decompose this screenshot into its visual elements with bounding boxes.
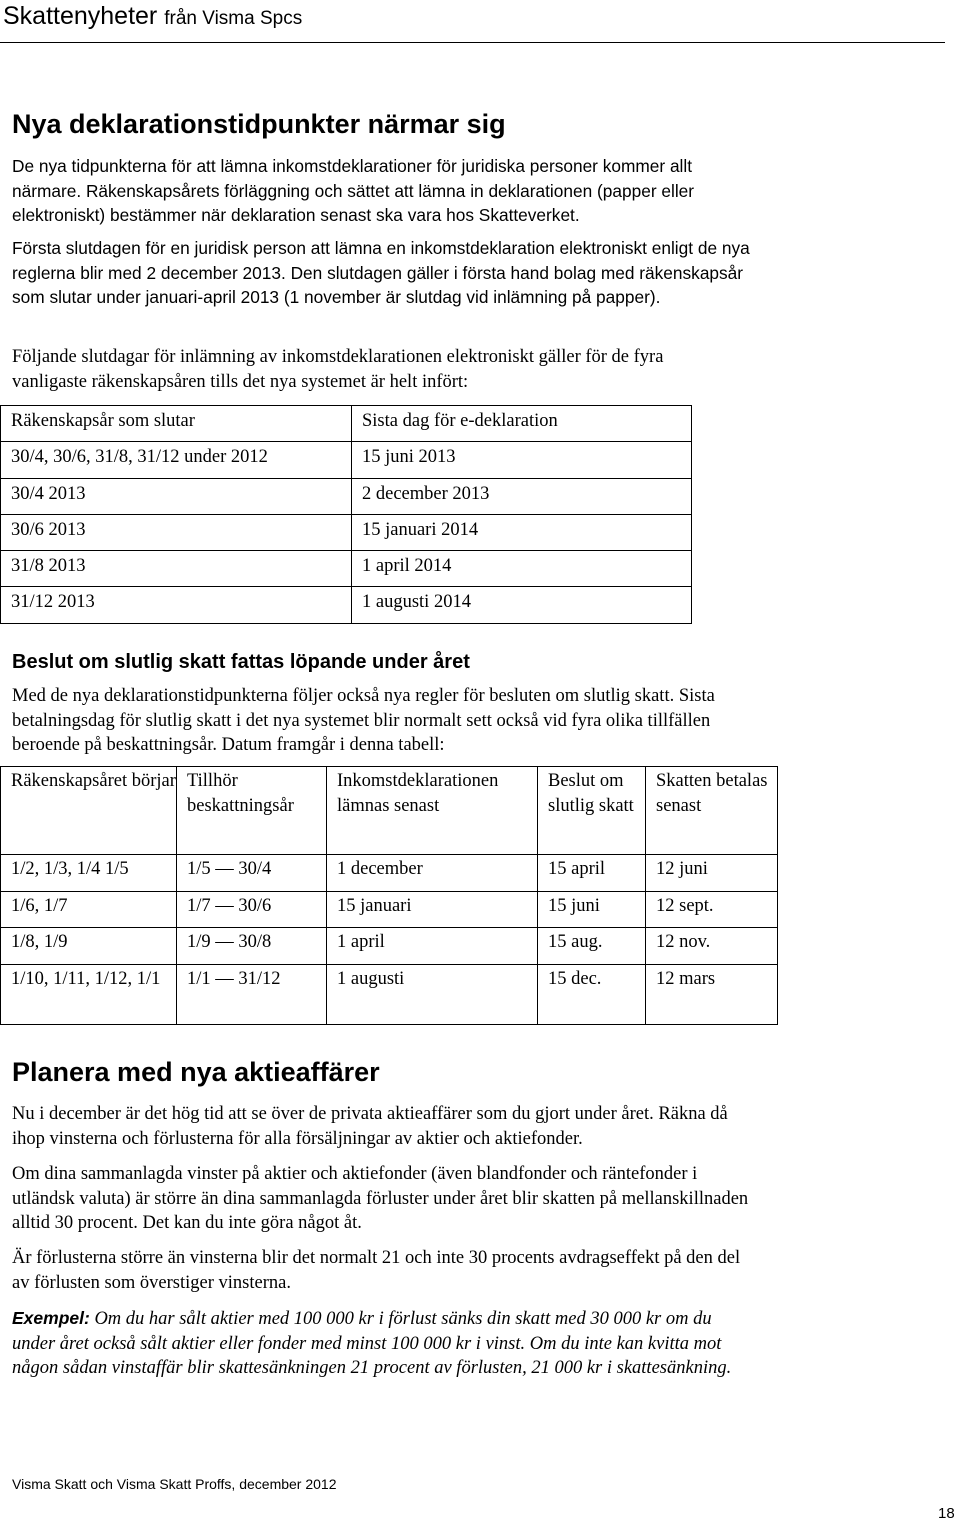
table-row [1,442,692,478]
example-paragraph [12,1306,752,1381]
table-cell: 15 dec. [538,964,646,1024]
table-header-row [1,767,778,855]
footer-text: Visma Skatt och Visma Skatt Proffs, december 2012 [12,1476,337,1492]
table-cell: 1/1 — 31/12 [177,964,327,1024]
table-cell: 1 augusti [327,964,538,1024]
paragraph: Nu i december är det hög tid att se över de privata aktieaffärer som du gjort under året. Räkna då ihop vinsterna och förlusterna för alla försäljningar av aktier och aktiefonder. [12,1104,728,1149]
table-cell: 1/9 — 30/8 [177,928,327,965]
table-header-cell: Beslut om slutlig skatt [538,767,646,855]
table-header-cell: Inkomstdeklarationen lämnas senast [327,767,538,855]
table-cell: 1/8, 1/9 [1,928,177,965]
table-cell: 1/2, 1/3, 1/4 1/5 [1,855,177,892]
table-header-cell: Sista dag för e-deklaration [352,406,692,442]
table-header-cell: Räkenskapsåret börjar [1,767,177,855]
table-cell: 15 januari [327,891,538,928]
table-cell: 1 april [327,928,538,965]
table-cell: 15 januari 2014 [352,514,692,550]
section-heading-beslut: Beslut om slutlig skatt fattas löpande under året [12,651,470,673]
table-cell: 1 augusti 2014 [352,587,692,623]
example-label: Exempel: [12,1308,90,1328]
paragraph: Första slutdagen för en juridisk person att lämna en inkomstdeklaration elektroniskt enligt de nya reglerna blir med 2 december 2013. Den slutdagen gäller i första hand bolag med räkenskapsår som slutar under januari-april 2013 (1 november är slutdag vid inlämning på papper). [12,238,750,307]
table-cell: 1/7 — 30/6 [177,891,327,928]
paragraph: Med de nya deklarationstidpunkterna följer också nya regler för besluten om slutlig skatt. Sista betalningsdag för slutlig skatt i det nya systemet blir normalt sett också vid fyra olika tillfällen beroende på beskattningsår. Datum framgår i denna tabell: [12,686,715,755]
paragraph: Om dina sammanlagda vinster på aktier och aktiefonder (även blandfonder och räntefonder i utländsk valuta) är större än dina sammanlagda förluster under året blir skatten på mellanskillnaden alltid 30 procent. Det kan du inte göra något åt. [12,1164,749,1233]
table-cell: 15 juni [538,891,646,928]
paragraph: Följande slutdagar för inlämning av inkomstdeklarationen elektroniskt gäller för de fyra vanligaste räkenskapsåren tills det nya systemet är helt infört: [12,347,664,392]
table-header-cell: Tillhör beskattningsår [177,767,327,855]
table-header-cell: Skatten betalas senast [646,767,778,855]
page-header [0,0,945,43]
table-row [1,478,692,514]
table-cell: 12 sept. [646,891,778,928]
table-row [1,514,692,550]
page-number: 18 [938,1505,955,1522]
table-row [1,964,778,1024]
paragraph: De nya tidpunkterna för att lämna inkomstdeklarationer för juridiska personer kommer allt närmare. Räkenskapsårets förläggning och sättet att lämna in deklarationen (papper eller elektroniskt) bestämmer när deklaration senast ska vara hos Skatteverket. [12,156,695,225]
table-cell: 15 april [538,855,646,892]
example-text: Om du har sålt aktier med 100 000 kr i förlust sänks din skatt med 30 000 kr om du under året också sålt aktier eller fonder med minst 100 000 kr i vinst. Om du inte kan kvitta mot någon sådan vinstaffär blir skattesänkningen 21 procent av förlusten, 21 000 kr i skattesänkning. [12,1309,732,1378]
table-row [1,551,692,587]
table-cell: 1/5 — 30/4 [177,855,327,892]
table-cell: 12 juni [646,855,778,892]
table-cell: 30/4 2013 [1,478,352,514]
table-header-row [1,406,692,442]
table-cell: 31/8 2013 [1,551,352,587]
table-cell: 15 juni 2013 [352,442,692,478]
table-cell: 15 aug. [538,928,646,965]
table-cell: 12 mars [646,964,778,1024]
section-heading-aktieaffarer: Planera med nya aktieaffärer [12,1057,380,1087]
table-cell: 31/12 2013 [1,587,352,623]
header-subtitle: från Visma Spcs [164,8,303,29]
table-row [1,855,778,892]
table-row [1,891,778,928]
table-row [1,587,692,623]
deadline-table [0,405,692,624]
table-cell: 2 december 2013 [352,478,692,514]
header-title: Skattenyheter från Visma Spcs [3,2,303,30]
table-row [1,928,778,965]
table-cell: 1/10, 1/11, 1/12, 1/1 [1,964,177,1024]
section-heading-deklaration: Nya deklarationstidpunkter närmar sig [12,109,506,139]
table-cell: 1 april 2014 [352,551,692,587]
table-cell: 1 december [327,855,538,892]
table-cell: 1/6, 1/7 [1,891,177,928]
paragraph: Är förlusterna större än vinsterna blir det normalt 21 och inte 30 procents avdragseffekt på den del av förlusten som överstiger vinsterna. [12,1248,741,1293]
table-header-cell: Räkenskapsår som slutar [1,406,352,442]
tax-schedule-table [0,766,778,1025]
table-cell: 30/6 2013 [1,514,352,550]
table-cell: 30/4, 30/6, 31/8, 31/12 under 2012 [1,442,352,478]
table-cell: 12 nov. [646,928,778,965]
